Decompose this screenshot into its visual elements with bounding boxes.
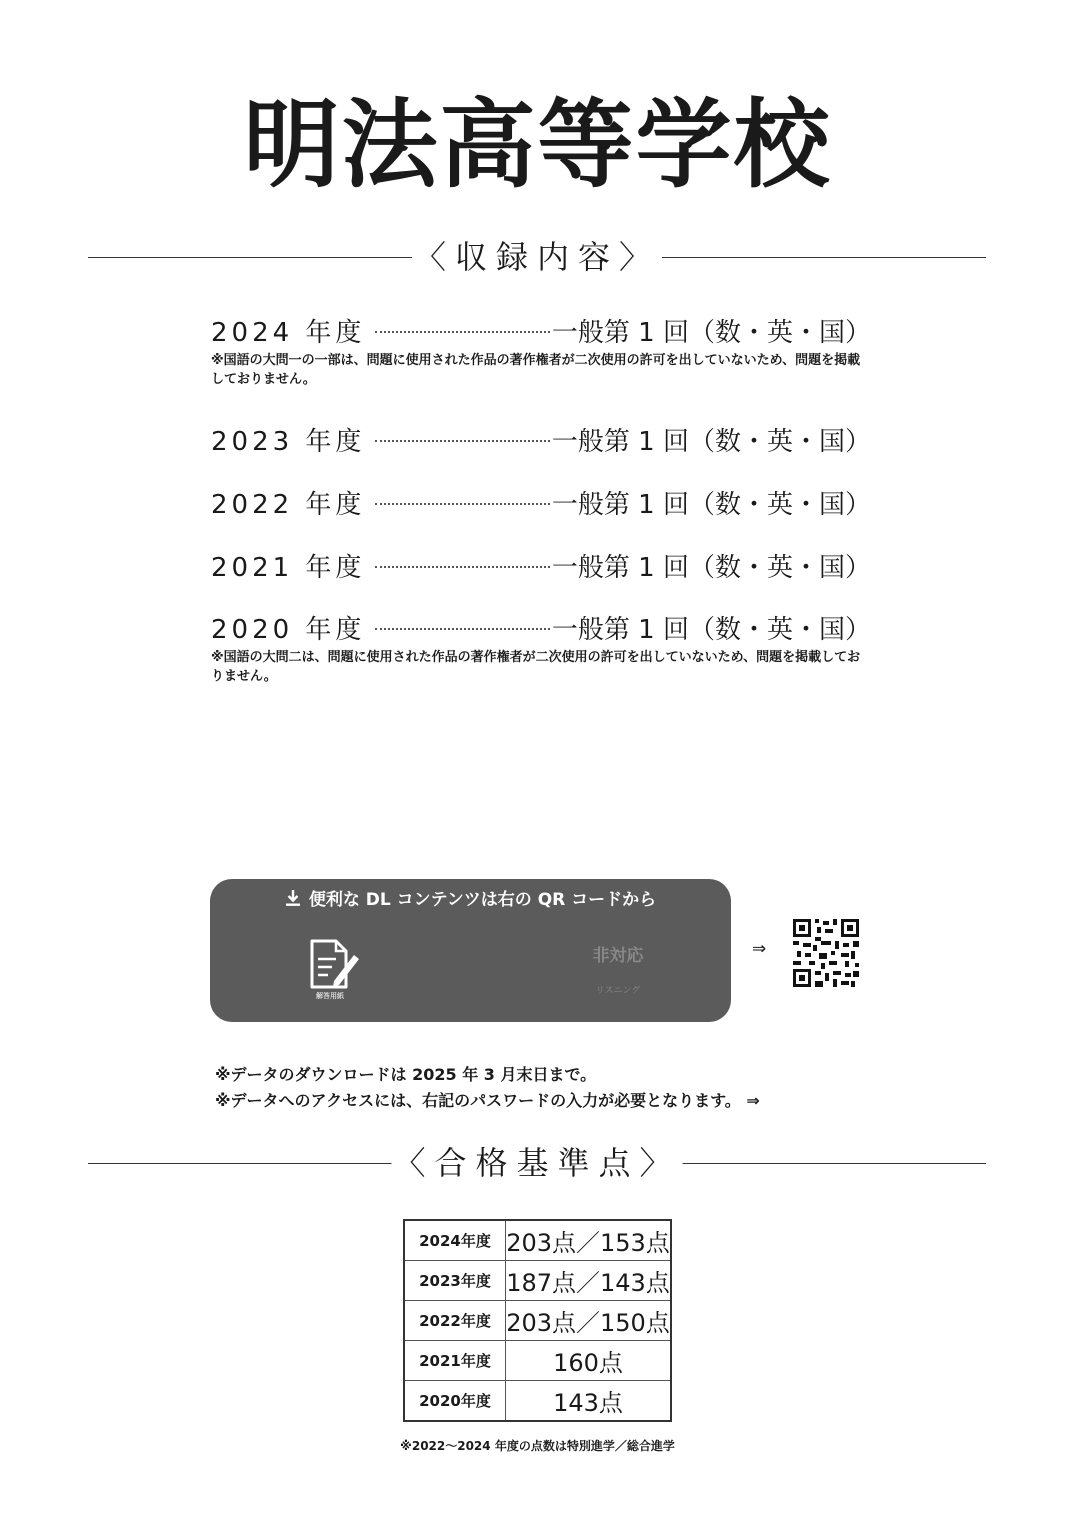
contents-heading-label: 〈収録内容〉 bbox=[412, 232, 662, 282]
entry-exam: 一般第 1 回（数・英・国） bbox=[551, 553, 871, 583]
leader-dots bbox=[375, 331, 549, 333]
contents-heading bbox=[88, 232, 986, 282]
entry-note: ※国語の大問二は、問題に使用された作品の著作権者が二次使用の許可を出していないため、問題を掲載しておりません。 bbox=[211, 650, 861, 684]
score-value: 203点／153点 bbox=[506, 1220, 672, 1261]
passing-heading-label: 〈合格基準点〉 bbox=[391, 1138, 682, 1188]
download-notes bbox=[215, 1062, 760, 1114]
contents-entry bbox=[211, 424, 871, 460]
passing-score-table bbox=[403, 1219, 672, 1422]
contents-entry bbox=[211, 550, 871, 586]
entry-exam: 一般第 1 回（数・英・国） bbox=[551, 490, 871, 520]
score-year: 2021年度 bbox=[404, 1341, 506, 1381]
score-value: 160点 bbox=[506, 1341, 672, 1381]
leader-dots bbox=[375, 440, 549, 442]
entry-year: 2021 年度 bbox=[211, 553, 366, 583]
passing-score-note: ※2022～2024 年度の点数は特別進学／総合進学 bbox=[400, 1439, 675, 1453]
leader-dots bbox=[375, 628, 549, 630]
contents-entry bbox=[211, 315, 871, 389]
table-row bbox=[404, 1341, 671, 1381]
entry-exam: 一般第 1 回（数・英・国） bbox=[551, 318, 871, 348]
entry-note: ※国語の大問一の一部は、問題に使用された作品の著作権者が二次使用の許可を出していないため、問題を掲載しておりません。 bbox=[211, 353, 861, 387]
entry-year: 2020 年度 bbox=[211, 615, 366, 645]
score-year: 2020年度 bbox=[404, 1381, 506, 1422]
entry-exam: 一般第 1 回（数・英・国） bbox=[551, 427, 871, 457]
qr-code[interactable] bbox=[793, 919, 859, 987]
entry-exam: 一般第 1 回（数・英・国） bbox=[551, 615, 871, 645]
score-value: 203点／150点 bbox=[506, 1301, 672, 1341]
page-title: 明法高等学校 bbox=[243, 89, 832, 201]
answer-sheet-label: 解答用紙 bbox=[316, 992, 344, 1000]
entry-year: 2023 年度 bbox=[211, 427, 366, 457]
score-value: 187点／143点 bbox=[506, 1261, 672, 1301]
qr-arrow: ⇒ bbox=[752, 939, 767, 959]
download-heading-text: 便利な DL コンテンツは右の QR コードから bbox=[308, 890, 657, 910]
score-year: 2023年度 bbox=[404, 1261, 506, 1301]
table-row bbox=[404, 1381, 671, 1422]
table-row bbox=[404, 1301, 671, 1341]
leader-dots bbox=[375, 503, 549, 505]
download-heading bbox=[210, 887, 731, 913]
contents-entry bbox=[211, 487, 871, 523]
table-row bbox=[404, 1261, 671, 1301]
score-value: 143点 bbox=[506, 1381, 672, 1422]
download-note-password: ※データへのアクセスには、右記のパスワードの入力が必要となります。 ⇒ bbox=[215, 1091, 760, 1110]
score-year: 2022年度 bbox=[404, 1301, 506, 1341]
entry-year: 2024 年度 bbox=[211, 318, 366, 348]
passing-heading bbox=[88, 1138, 986, 1188]
download-icon bbox=[285, 889, 301, 907]
entry-year: 2022 年度 bbox=[211, 490, 366, 520]
listening-status-text: 非対応 bbox=[592, 946, 644, 966]
contents-entry bbox=[211, 612, 871, 686]
download-note-deadline: ※データのダウンロードは 2025 年 3 月末日まで。 bbox=[215, 1065, 597, 1084]
listening-status bbox=[568, 941, 668, 1001]
score-year: 2024年度 bbox=[404, 1220, 506, 1261]
listening-label: リスニング bbox=[595, 986, 641, 996]
download-panel bbox=[210, 879, 731, 1022]
leader-dots bbox=[375, 566, 549, 568]
table-row bbox=[404, 1220, 671, 1261]
